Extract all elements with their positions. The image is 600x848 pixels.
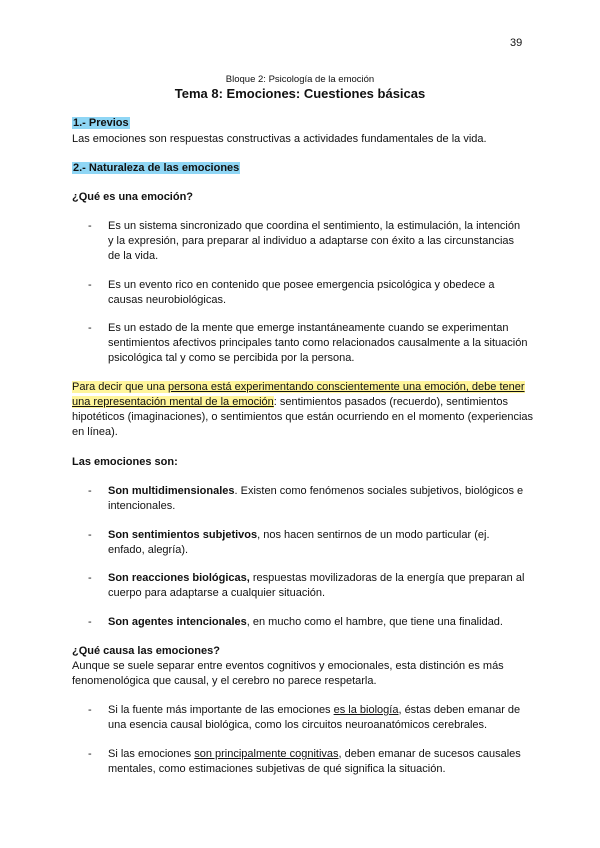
item-bold: Son reacciones biológicas, (108, 572, 250, 584)
page-title: Tema 8: Emociones: Cuestiones básicas (174, 86, 426, 101)
item-bold: Son sentimientos subjetivos (108, 529, 258, 541)
heading-emociones-son: Las emociones son: (72, 456, 178, 468)
para-lead: Para decir que una (72, 381, 169, 393)
bullet-dash: - (88, 220, 92, 232)
bullet-dash: - (88, 529, 92, 541)
question-que-causa: ¿Qué causa las emociones? (72, 645, 220, 657)
previos-text: Las emociones son respuestas constructivas a actividades fundamentales de la vida. (72, 133, 487, 145)
item-bold: Son agentes intencionales (108, 616, 247, 628)
list-item-text (108, 747, 528, 777)
list-item-text (108, 528, 528, 558)
list-item-text (108, 703, 528, 733)
bullet-underlined: son principalmente cognitivas (194, 748, 339, 760)
list-item-text: Es un evento rico en contenido que posee emergencia psicológica y obedece a causas neurobiológicas. (108, 279, 495, 306)
list-item-text (108, 571, 528, 601)
bullet-part-b: , deben emanar de sucesos causales mentales, como estimaciones subjetivas de qué significa la situación. (108, 748, 521, 775)
subtitle: Bloque 2: Psicología de la emoción (225, 74, 375, 85)
section-heading-previos (72, 116, 532, 131)
item-rest: , nos hacen sentirnos de un modo particular (ej. enfado, alegría). (108, 529, 490, 556)
section-heading-naturaleza (72, 161, 532, 176)
page-number: 39 (510, 37, 523, 49)
heading-previos-label: 1.- Previos (73, 117, 129, 129)
bullet-dash: - (88, 748, 92, 760)
bullet-dash: - (88, 485, 92, 497)
list-item-text: Es un estado de la mente que emerge instantáneamente cuando se experimentan sentimientos afectivos principales tanto como relacionados causalmente a la situación psicológica tal y como se percibida por la persona. (108, 322, 528, 364)
para-underlined-text: persona está experimentando conscientemente una emoción, debe tener una representación mental de la emoción (72, 381, 525, 408)
item-rest: , en mucho como el hambre, que tiene una finalidad. (246, 616, 503, 628)
bullet-part-a: Si la fuente más importante de las emociones (108, 704, 334, 716)
bullet-dash: - (88, 279, 92, 291)
bullet-dash: - (88, 322, 92, 334)
question-que-es: ¿Qué es una emoción? (72, 191, 194, 203)
bullet-underlined: es la biología (333, 704, 399, 716)
paragraph-representacion (72, 380, 534, 440)
heading-naturaleza-label: 2.- Naturaleza de las emociones (73, 162, 240, 174)
bullet-part-b: , éstas deben emanar de una esencia causal biológica, como los circuitos neuroanatómicos cerebrales. (108, 704, 521, 731)
item-rest: respuestas movilizadoras de la energía que preparan al cuerpo para adaptarse a cualquier situación. (108, 572, 525, 599)
bullet-dash: - (88, 704, 92, 716)
bullet-part-a: Si las emociones (108, 748, 195, 760)
list-item-text (108, 615, 528, 630)
item-bold: Son multidimensionales (108, 485, 235, 497)
list-item-text (108, 484, 528, 514)
bullet-dash: - (88, 616, 92, 628)
para-rest: : sentimientos pasados (recuerdo), sentimientos hipotéticos (imaginaciones), o sentimientos que están ocurriendo en el momento (experiencias en línea). (72, 396, 534, 438)
item-rest: . Existen como fenómenos sociales subjetivos, biológicos e intencionales. (108, 485, 524, 512)
bullet-dash: - (88, 572, 92, 584)
causa-text: Aunque se suele separar entre eventos cognitivos y emocionales, esta distinción es más fenomenológica que causal, y el cerebro no parece respetarla. (72, 660, 504, 687)
list-item-text: Es un sistema sincronizado que coordina el sentimiento, la estimulación, la intención y la expresión, para preparar al individuo a adaptarse con éxito a las circunstancias de la vida. (108, 220, 521, 262)
